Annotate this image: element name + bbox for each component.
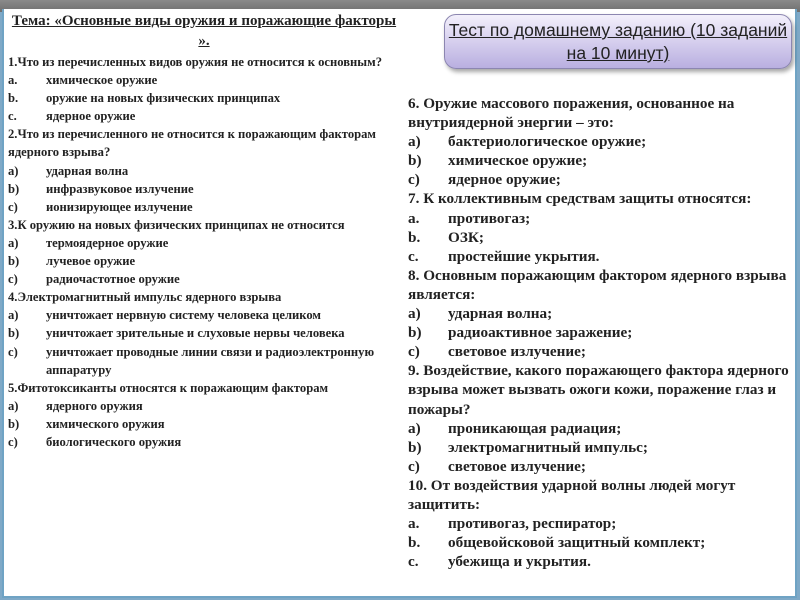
answer-option xyxy=(408,342,798,361)
option-text: химическое оружие; xyxy=(448,152,588,170)
option-letter: b) xyxy=(408,438,422,456)
option-letter: c) xyxy=(408,457,420,475)
option-text: ОЗК; xyxy=(448,228,484,246)
option-text: световое излучение; xyxy=(448,343,586,361)
option-text: уничтожает проводные линии связи и радиоэлектронную аппаратуру xyxy=(46,344,375,377)
option-letter: c) xyxy=(8,344,18,359)
option-letter: b. xyxy=(408,534,421,552)
answer-option xyxy=(408,552,798,571)
option-text: уничтожает зрительные и слуховые нервы человека xyxy=(46,326,345,341)
option-letter: a. xyxy=(408,209,420,227)
answer-option xyxy=(408,438,798,457)
option-text: инфразвуковое излучение xyxy=(46,181,194,196)
question-text: 4.Электромагнитный импульс ядерного взрыва xyxy=(8,290,282,305)
answer-option xyxy=(408,247,798,266)
answer-option xyxy=(408,132,798,151)
answer-option xyxy=(8,162,400,180)
option-letter: a. xyxy=(408,515,420,533)
option-letter: c) xyxy=(408,343,420,361)
answer-option xyxy=(408,304,798,323)
answer-option xyxy=(8,433,400,451)
option-text: простейшие укрытия. xyxy=(448,247,600,265)
answer-option xyxy=(8,180,400,198)
option-text: убежища и укрытия. xyxy=(448,553,591,571)
question-text: 5.Фитотоксиканты относятся к поражающим факторам xyxy=(8,380,329,395)
option-letter: c. xyxy=(408,553,419,571)
question-text: 10. От воздействия ударной волны людей могут защитить: xyxy=(408,476,736,513)
answer-option xyxy=(408,170,798,189)
option-letter: a) xyxy=(8,235,19,250)
answer-option xyxy=(8,306,400,324)
option-letter: c. xyxy=(408,247,419,265)
option-letter: b) xyxy=(8,181,20,196)
question-text: 6. Оружие массового поражения, основанное на внутриядерной энергии – это: xyxy=(408,95,735,132)
question-text: 1.Что из перечисленных видов оружия не относится к основным? xyxy=(8,55,383,69)
right-column xyxy=(408,94,798,571)
answer-option xyxy=(408,228,798,247)
answer-option xyxy=(8,415,400,433)
option-text: термоядерное оружие xyxy=(46,235,169,250)
test-banner: Тест по домашнему заданию (10 заданий на 10 минут) xyxy=(444,14,792,69)
option-letter: a. xyxy=(8,73,18,88)
question-text: 8. Основным поражающим фактором ядерного взрыва является: xyxy=(408,266,787,303)
answer-option xyxy=(8,198,400,216)
option-text: общевойсковой защитный комплект; xyxy=(448,534,706,552)
option-text: ядерного оружия xyxy=(46,398,143,413)
question-text: 3.К оружию на новых физических принципах не относится xyxy=(8,217,345,232)
option-text: радиочастотное оружие xyxy=(46,272,180,287)
option-letter: a) xyxy=(408,305,421,323)
answer-option xyxy=(408,457,798,476)
option-text: лучевое оружие xyxy=(46,254,136,269)
answer-option xyxy=(8,89,400,107)
option-text: проникающая радиация; xyxy=(448,419,622,437)
option-text: уничтожает нервную систему человека целиком xyxy=(46,308,322,323)
option-letter: b) xyxy=(408,324,422,342)
option-letter: a) xyxy=(408,133,421,151)
answer-option xyxy=(8,343,400,379)
slide-title: Тема: «Основные виды оружия и поражающие факторы ». xyxy=(11,13,397,49)
answer-option xyxy=(8,107,400,125)
option-text: световое излучение; xyxy=(448,457,586,475)
option-text: радиоактивное заражение; xyxy=(448,324,633,342)
option-letter: c) xyxy=(8,272,18,287)
option-letter: c) xyxy=(8,199,18,214)
question-text: 7. К коллективным средствам защиты относятся: xyxy=(408,190,752,208)
answer-option xyxy=(408,514,798,533)
option-letter: c. xyxy=(8,109,17,124)
question-text: 9. Воздействие, какого поражающего фактора ядерного взрыва может вызвать ожоги кожи, поражение глаз и пожары? xyxy=(408,362,789,418)
option-letter: a) xyxy=(408,419,421,437)
answer-option xyxy=(8,71,400,89)
option-letter: a) xyxy=(8,163,19,178)
answer-option xyxy=(8,234,400,252)
left-column xyxy=(8,11,400,451)
option-letter: b. xyxy=(8,91,19,106)
left-questions xyxy=(8,53,400,451)
option-text: противогаз; xyxy=(448,209,531,227)
option-text: электромагнитный импульс; xyxy=(448,438,648,456)
option-letter: a) xyxy=(8,308,19,323)
option-letter: b) xyxy=(8,254,20,269)
option-letter: c) xyxy=(408,171,420,189)
answer-option xyxy=(408,419,798,438)
slide xyxy=(2,9,797,598)
option-letter: c) xyxy=(8,434,18,449)
option-text: ядерное оружие; xyxy=(448,171,561,189)
option-text: бактериологическое оружие; xyxy=(448,133,647,151)
answer-option xyxy=(8,252,400,270)
option-text: ударная волна xyxy=(46,163,129,178)
option-text: ударная волна; xyxy=(448,305,553,323)
option-letter: b) xyxy=(8,326,20,341)
option-text: химического оружия xyxy=(46,416,165,431)
option-text: химическое оружие xyxy=(46,73,158,88)
option-text: оружие на новых физических принципах xyxy=(46,91,281,106)
answer-option xyxy=(8,270,400,288)
answer-option xyxy=(408,323,798,342)
answer-option xyxy=(408,151,798,170)
option-letter: b. xyxy=(408,228,421,246)
answer-option xyxy=(8,397,400,415)
option-text: биологического оружия xyxy=(46,434,182,449)
option-letter: b) xyxy=(408,152,422,170)
option-text: противогаз, респиратор; xyxy=(448,515,617,533)
answer-option xyxy=(8,324,400,342)
answer-option xyxy=(408,209,798,228)
answer-option xyxy=(408,533,798,552)
option-letter: b) xyxy=(8,416,20,431)
option-text: ядерное оружие xyxy=(46,109,136,124)
question-text: 2.Что из перечисленного не относится к поражающим факторам ядерного взрыва? xyxy=(8,127,376,160)
option-text: ионизирующее излучение xyxy=(46,199,193,214)
option-letter: a) xyxy=(8,398,19,413)
